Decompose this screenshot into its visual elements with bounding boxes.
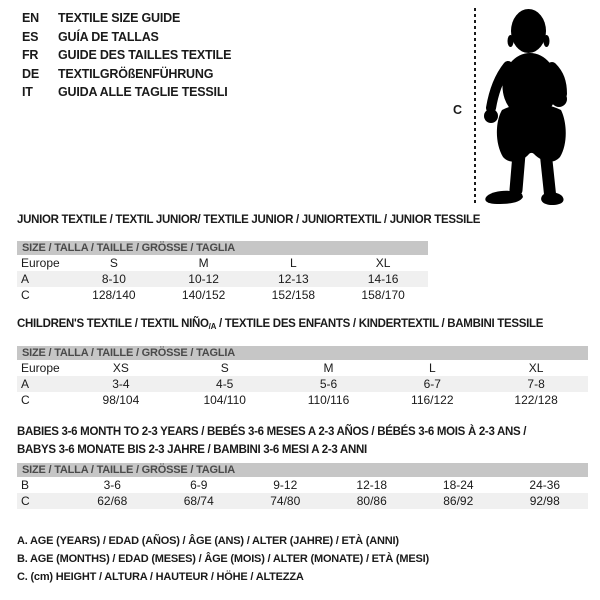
legend-line-b: B. AGE (MONTHS) / EDAD (MESES) / ÂGE (MOIS) / ALTER (MONATE) / ETÀ (MESI) xyxy=(17,553,429,565)
size-cell: 68/74 xyxy=(183,494,214,508)
table-row-age-years xyxy=(17,271,428,287)
children-table-title xyxy=(17,318,543,333)
row-label-cell: C xyxy=(21,393,30,407)
language-list xyxy=(22,9,231,102)
size-cell: L xyxy=(290,256,297,270)
language-code: EN xyxy=(22,11,39,25)
size-cell: 4-5 xyxy=(216,377,234,391)
language-label: GUIDA ALLE TAGLIE TESSILI xyxy=(58,85,228,99)
babies-table-title xyxy=(17,423,526,459)
size-cell: 62/68 xyxy=(97,494,128,508)
height-dashed-line xyxy=(474,8,476,206)
size-cell: 18-24 xyxy=(442,478,474,492)
size-cell: 128/140 xyxy=(92,288,136,302)
size-cell: 14-16 xyxy=(367,272,399,286)
toddler-silhouette-icon xyxy=(482,4,594,206)
language-label: GUIDE DES TAILLES TEXTILE xyxy=(58,48,232,62)
size-cell: 6-7 xyxy=(423,377,441,391)
size-cell: XL xyxy=(528,361,544,375)
language-code: ES xyxy=(22,29,39,44)
size-cell: 10-12 xyxy=(188,272,219,286)
language-code: FR xyxy=(22,48,39,62)
size-cell: 12-13 xyxy=(278,272,309,286)
size-cell: 7-8 xyxy=(527,377,545,391)
size-cell: M xyxy=(323,361,334,375)
table-row-age-years xyxy=(17,376,588,392)
table-row-age-months xyxy=(17,477,588,493)
size-cell: XL xyxy=(375,256,391,270)
size-cell: 6-9 xyxy=(190,478,208,492)
table-row-height xyxy=(17,392,588,408)
size-cell: 116/122 xyxy=(411,393,454,407)
row-label-cell: Europe xyxy=(21,256,60,270)
language-row-en xyxy=(22,9,231,28)
size-cell: 12-18 xyxy=(356,478,388,492)
size-cell: 110/116 xyxy=(307,393,350,407)
size-cell: 9-12 xyxy=(273,478,298,492)
row-label-cell: A xyxy=(21,272,30,286)
junior-size-table xyxy=(17,241,428,303)
size-cell: 80/86 xyxy=(356,494,387,508)
children-title-subscript: /A xyxy=(208,322,217,331)
babies-title-line-2: BABYS 3-6 MONATE BIS 2-3 JAHRE / BAMBINI 3-6 MESI A 2-3 ANNI xyxy=(17,444,367,456)
row-label-cell: A xyxy=(21,377,30,391)
size-cell: 24-36 xyxy=(529,478,561,492)
size-cell: 122/128 xyxy=(514,393,558,407)
row-label-cell: C xyxy=(21,288,30,302)
size-cell: S xyxy=(220,361,229,375)
language-label: GUÍA DE TALLAS xyxy=(58,29,159,44)
size-header-bar: SIZE / TALLA / TAILLE / GRÖSSE / TAGLIA xyxy=(17,463,588,477)
junior-table-title: JUNIOR TEXTILE / TEXTIL JUNIOR/ TEXTILE JUNIOR / JUNIORTEXTIL / JUNIOR TESSILE xyxy=(17,214,481,226)
size-cell: S xyxy=(109,256,118,270)
size-cell: L xyxy=(428,361,436,375)
height-measure-label: C xyxy=(453,103,463,117)
table-row-height xyxy=(17,493,588,509)
size-cell: 92/98 xyxy=(529,494,560,508)
size-cell: 104/110 xyxy=(203,393,246,407)
language-code: DE xyxy=(22,66,39,81)
size-cell: 86/92 xyxy=(443,494,474,508)
size-header-bar: SIZE / TALLA / TAILLE / GRÖSSE / TAGLIA xyxy=(17,346,588,360)
measurement-legend xyxy=(17,532,429,586)
language-label: TEXTILE SIZE GUIDE xyxy=(58,11,181,25)
size-cell: 152/158 xyxy=(271,288,316,302)
size-cell: 8-10 xyxy=(101,272,126,286)
size-cell: M xyxy=(198,256,209,270)
language-row-es xyxy=(22,28,231,47)
legend-line-a: A. AGE (YEARS) / EDAD (AÑOS) / ÂGE (ANS) / ALTER (JAHRE) / ETÀ (ANNI) xyxy=(17,535,399,547)
language-label: TEXTILGRÖßENFÜHRUNG xyxy=(58,66,214,81)
language-row-de xyxy=(22,65,231,84)
table-row-europe xyxy=(17,255,428,271)
children-title-prefix: CHILDREN'S TEXTILE / TEXTIL NIÑO xyxy=(17,318,209,330)
children-title-suffix: / TEXTILE DES ENFANTS / KINDERTEXTIL / BAMBINI TESSILE xyxy=(216,318,544,330)
babies-title-line-1: BABIES 3-6 MONTH TO 2-3 YEARS / BEBÉS 3-6 MESES A 2-3 AÑOS / BÉBÉS 3-6 MOIS À 2-3 ANS / xyxy=(17,426,527,438)
size-cell: XS xyxy=(112,361,129,375)
language-row-it xyxy=(22,83,231,102)
size-header-bar: SIZE / TALLA / TAILLE / GRÖSSE / TAGLIA xyxy=(17,241,428,255)
row-label-cell: C xyxy=(21,494,30,508)
table-row-europe xyxy=(17,360,588,376)
size-cell: 3-6 xyxy=(103,478,121,492)
row-label-cell: Europe xyxy=(21,361,60,375)
language-code: IT xyxy=(22,85,33,99)
babies-size-table xyxy=(17,463,588,509)
size-cell: 5-6 xyxy=(319,377,338,391)
height-figure xyxy=(440,0,600,215)
legend-line-c: C. (cm) HEIGHT / ALTURA / HAUTEUR / HÖHE / ALTEZZA xyxy=(17,571,304,583)
table-row-height xyxy=(17,287,428,303)
language-row-fr xyxy=(22,46,231,65)
size-cell: 140/152 xyxy=(181,288,226,302)
size-cell: 3-4 xyxy=(112,377,130,391)
row-label-cell: B xyxy=(21,478,30,492)
size-cell: 98/104 xyxy=(102,393,140,407)
size-cell: 74/80 xyxy=(270,494,301,508)
size-cell: 158/170 xyxy=(361,288,405,302)
children-size-table xyxy=(17,346,588,408)
